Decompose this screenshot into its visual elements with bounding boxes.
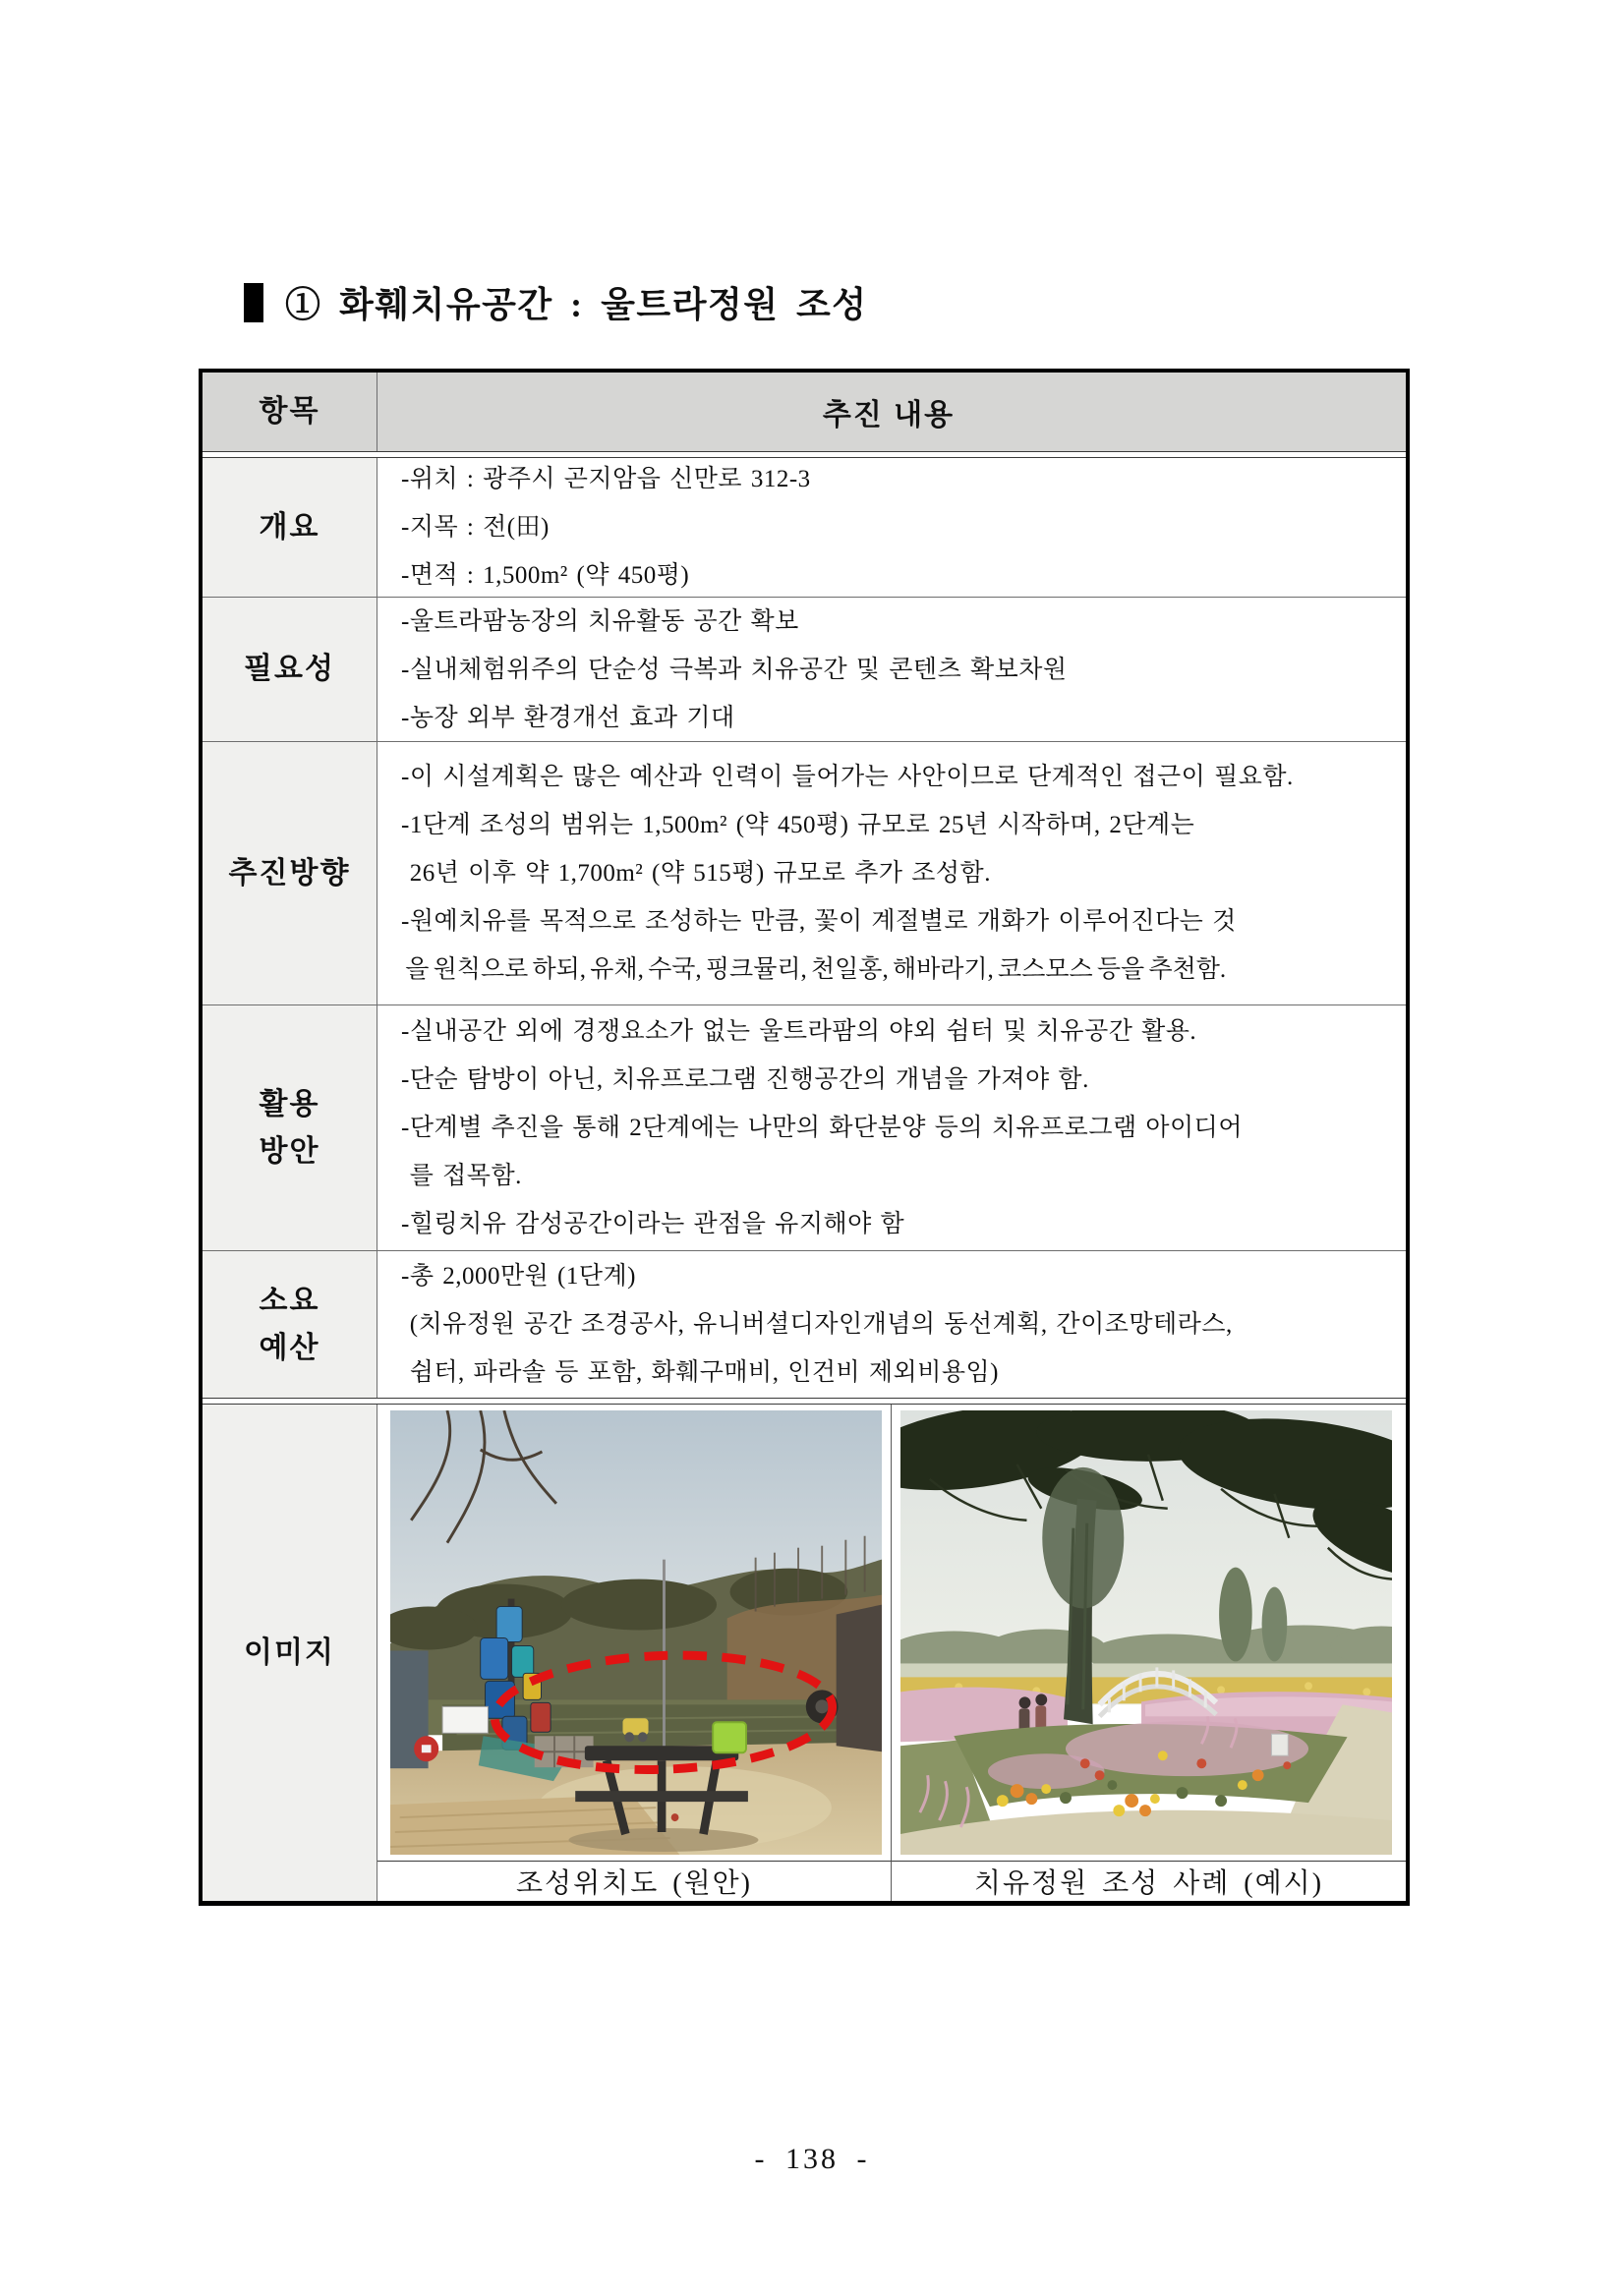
content-line: -단순 탐방이 아닌, 치유프로그램 진행공간의 개념을 가져야 함.: [401, 1066, 1089, 1093]
content-line: 을 원칙으로 하되, 유채, 수국, 핑크뮬리, 천일홍, 해바라기, 코스모스 등을 추천함.: [401, 956, 1227, 983]
healing-garden-photo: [900, 1410, 1392, 1855]
row-label-text: 예산: [259, 1331, 320, 1364]
content-line: -실내공간 외에 경쟁요소가 없는 울트라팜의 야외 쉼터 및 치유공간 활용.: [401, 1018, 1197, 1045]
content-line: -위치 : 광주시 곤지암읍 신만로 312-3: [401, 466, 811, 492]
content-line: -면적 : 1,500m² (약 450평): [401, 562, 690, 589]
row-label-text: 방안: [259, 1134, 320, 1168]
header-content-label: 추진 내용: [822, 399, 956, 431]
row-content-budget: [377, 1251, 1406, 1398]
row-label-text: 소요: [259, 1284, 320, 1317]
content-line: -농장 외부 환경개선 효과 기대: [401, 704, 735, 731]
content-line: 쉼터, 파라솔 등 포함, 화훼구매비, 인건비 제외비용임): [401, 1359, 999, 1386]
content-line: -이 시설계획은 많은 예산과 인력이 들어가는 사안이므로 단계적인 접근이 필요함.: [401, 764, 1294, 790]
page-title: [244, 277, 868, 327]
table-row-budget: [203, 1250, 1406, 1398]
row-label-budget: [203, 1251, 377, 1398]
row-content-utilization: [377, 1005, 1406, 1250]
content-line: -총 2,000만원 (1단계): [401, 1263, 636, 1290]
row-label-text: 필요성: [244, 653, 335, 685]
row-label-overview: [203, 458, 377, 597]
row-label-text: 활용: [259, 1087, 320, 1120]
page-number: - 138 -: [754, 2143, 870, 2175]
garden-photo-cell: [892, 1405, 1406, 1861]
content-line: -1단계 조성의 범위는 1,500m² (약 450평) 규모로 25년 시작하며, 2단계는: [401, 812, 1195, 838]
site-photo-cell: [377, 1405, 892, 1861]
content-line: 를 접목함.: [401, 1163, 522, 1189]
row-label-utilization: [203, 1005, 377, 1250]
table-row-necessity: [203, 597, 1406, 741]
content-line: -실내체험위주의 단순성 극복과 치유공간 및 콘텐츠 확보차원: [401, 656, 1068, 683]
row-label-images: [203, 1405, 377, 1901]
content-line: -지목 : 전(田): [401, 514, 550, 541]
plan-table: [199, 369, 1410, 1906]
header-item-cell: [203, 373, 377, 451]
content-line: -원예치유를 목적으로 조성하는 만큼, 꽃이 계절별로 개화가 이루어진다는 것: [401, 908, 1237, 935]
header-item-label: 항목: [259, 395, 320, 428]
image-grid: [377, 1405, 1406, 1901]
row-label-direction: [203, 742, 377, 1004]
row-label-text: 이미지: [244, 1636, 335, 1669]
table-row-overview: [203, 458, 1406, 597]
content-line: -울트라팜농장의 치유활동 공간 확보: [401, 607, 799, 635]
content-line: 26년 이후 약 1,700m² (약 515평) 규모로 추가 조성함.: [401, 860, 991, 887]
budget-image-double-rule: [203, 1398, 1406, 1405]
site-location-photo: [390, 1410, 882, 1855]
table-header-row: [203, 373, 1406, 451]
content-line: (치유정원 공간 조경공사, 유니버셜디자인개념의 동선계획, 간이조망테라스,: [401, 1311, 1233, 1338]
row-content-overview: [377, 458, 1406, 597]
content-line: -단계별 추진을 통해 2단계에는 나만의 화단분양 등의 치유프로그램 아이디어: [401, 1115, 1243, 1141]
row-content-necessity: [377, 598, 1406, 741]
row-content-images: [377, 1405, 1406, 1901]
table-row-utilization: [203, 1004, 1406, 1250]
content-line: -힐링치유 감성공간이라는 관점을 유지해야 함: [401, 1211, 905, 1237]
table-row-direction: [203, 741, 1406, 1004]
title-marker-icon: [244, 283, 263, 322]
garden-photo-caption: 치유정원 조성 사례 (예시): [892, 1861, 1406, 1901]
page-title-text: ① 화훼치유공간 : 울트라정원 조성: [285, 285, 868, 324]
row-label-text: 개요: [259, 510, 320, 544]
header-content-cell: [377, 373, 1406, 451]
table-row-images: [203, 1405, 1406, 1901]
row-label-text: 추진방향: [228, 856, 351, 890]
site-photo-caption: 조성위치도 (원안): [377, 1861, 892, 1901]
row-content-direction: [377, 742, 1406, 1004]
row-label-necessity: [203, 598, 377, 741]
